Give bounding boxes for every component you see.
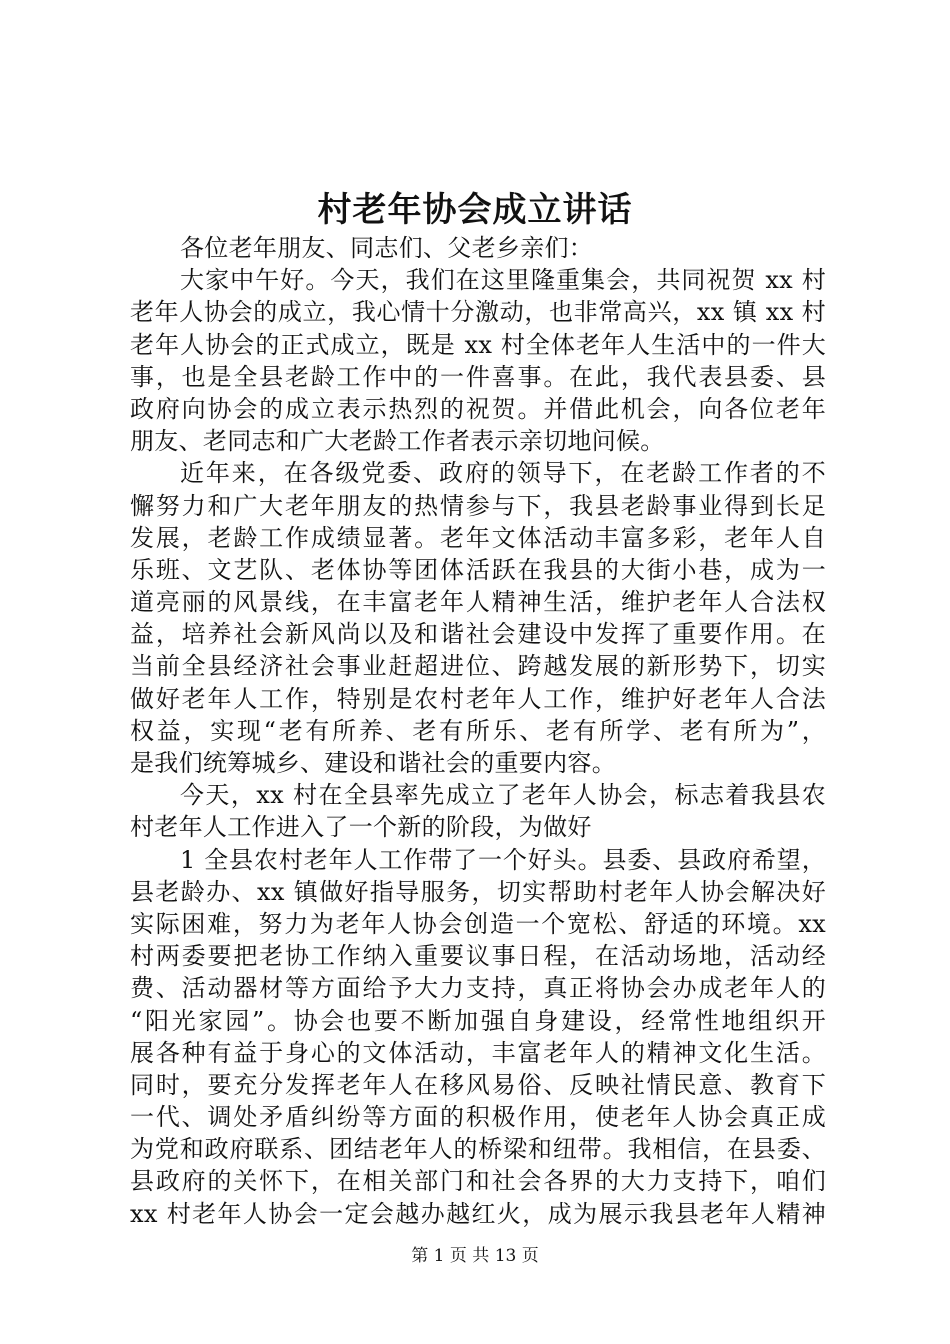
text-line: 县政府的关怀下，在相关部门和社会各界的大力支持下，咱们 <box>130 1167 826 1196</box>
text-line: xx 村老年人协会一定会越办越红火，成为展示我县老年人精神 <box>130 1199 826 1228</box>
text-line: 老年人协会的正式成立，既是 xx 村全体老年人生活中的一件大 <box>130 330 826 359</box>
text-line: 展各种有益于身心的文体活动，丰富老年人的精神文化生活。 <box>130 1038 826 1067</box>
text-line: “阳光家园”。协会也要不断加强自身建设，经常性地组织开 <box>130 1006 826 1035</box>
text-line: 发展，老龄工作成绩显著。老年文体活动丰富多彩，老年人自 <box>130 523 826 552</box>
text-line: 1 全县农村老年人工作带了一个好头。县委、县政府希望， <box>180 845 826 874</box>
text-line: 做好老年人工作，特别是农村老年人工作，维护好老年人合法 <box>130 684 826 713</box>
text-line: 今天，xx 村在全县率先成立了老年人协会，标志着我县农 <box>180 781 826 810</box>
text-line: 事，也是全县老龄工作中的一件喜事。在此，我代表县委、县 <box>130 362 826 391</box>
text-line: 实际困难，努力为老年人协会创造一个宽松、舒适的环境。xx <box>130 909 826 938</box>
text-line: 懈努力和广大老年朋友的热情参与下，我县老龄事业得到长足 <box>130 491 826 520</box>
text-line: 权益，实现“老有所养、老有所乐、老有所学、老有所为”， <box>130 716 826 745</box>
text-line: 朋友、老同志和广大老龄工作者表示亲切地问候。 <box>130 427 665 456</box>
text-line: 同时，要充分发挥老年人在移风易俗、反映社情民意、教育下 <box>130 1070 826 1099</box>
text-line: 乐班、文艺队、老体协等团体活跃在我县的大街小巷，成为一 <box>130 555 826 584</box>
text-line: 一代、调处矛盾纠纷等方面的积极作用，使老年人协会真正成 <box>130 1103 826 1132</box>
text-line: 是我们统筹城乡、建设和谐社会的重要内容。 <box>130 749 616 777</box>
text-line: 大家中午好。今天，我们在这里隆重集会，共同祝贺 xx 村 <box>180 266 826 295</box>
text-line: 县老龄办、xx 镇做好指导服务，切实帮助村老年人协会解决好 <box>130 877 826 906</box>
text-line: 为党和政府联系、团结老年人的桥梁和纽带。我相信，在县委、 <box>130 1135 826 1164</box>
text-line: 费、活动器材等方面给予大力支持，真正将协会办成老年人的 <box>130 974 826 1003</box>
text-line: 道亮丽的风景线，在丰富老年人精神生活，维护老年人合法权 <box>130 588 826 617</box>
text-line: 各位老年朋友、同志们、父老乡亲们： <box>180 234 594 262</box>
text-line: 老年人协会的成立，我心情十分激动，也非常高兴，xx 镇 xx 村 <box>130 298 826 327</box>
text-line: 益，培养社会新风尚以及和谐社会建设中发挥了重要作用。在 <box>130 620 826 649</box>
text-line: 政府向协会的成立表示热烈的祝贺。并借此机会，向各位老年 <box>130 394 826 423</box>
text-line: 村老年人工作进入了一个新的阶段，为做好 <box>130 813 592 842</box>
text-line: 当前全县经济社会事业赶超进位、跨越发展的新形势下，切实 <box>130 652 826 681</box>
text-line: 近年来，在各级党委、政府的领导下，在老龄工作者的不 <box>180 459 826 488</box>
page-footer: 第 1 页 共 13 页 <box>411 1246 539 1266</box>
page-title: 村老年协会成立讲话 <box>317 190 633 230</box>
text-line: 村两委要把老协工作纳入重要议事日程，在活动场地，活动经 <box>130 942 826 971</box>
body-text <box>130 232 826 1230</box>
